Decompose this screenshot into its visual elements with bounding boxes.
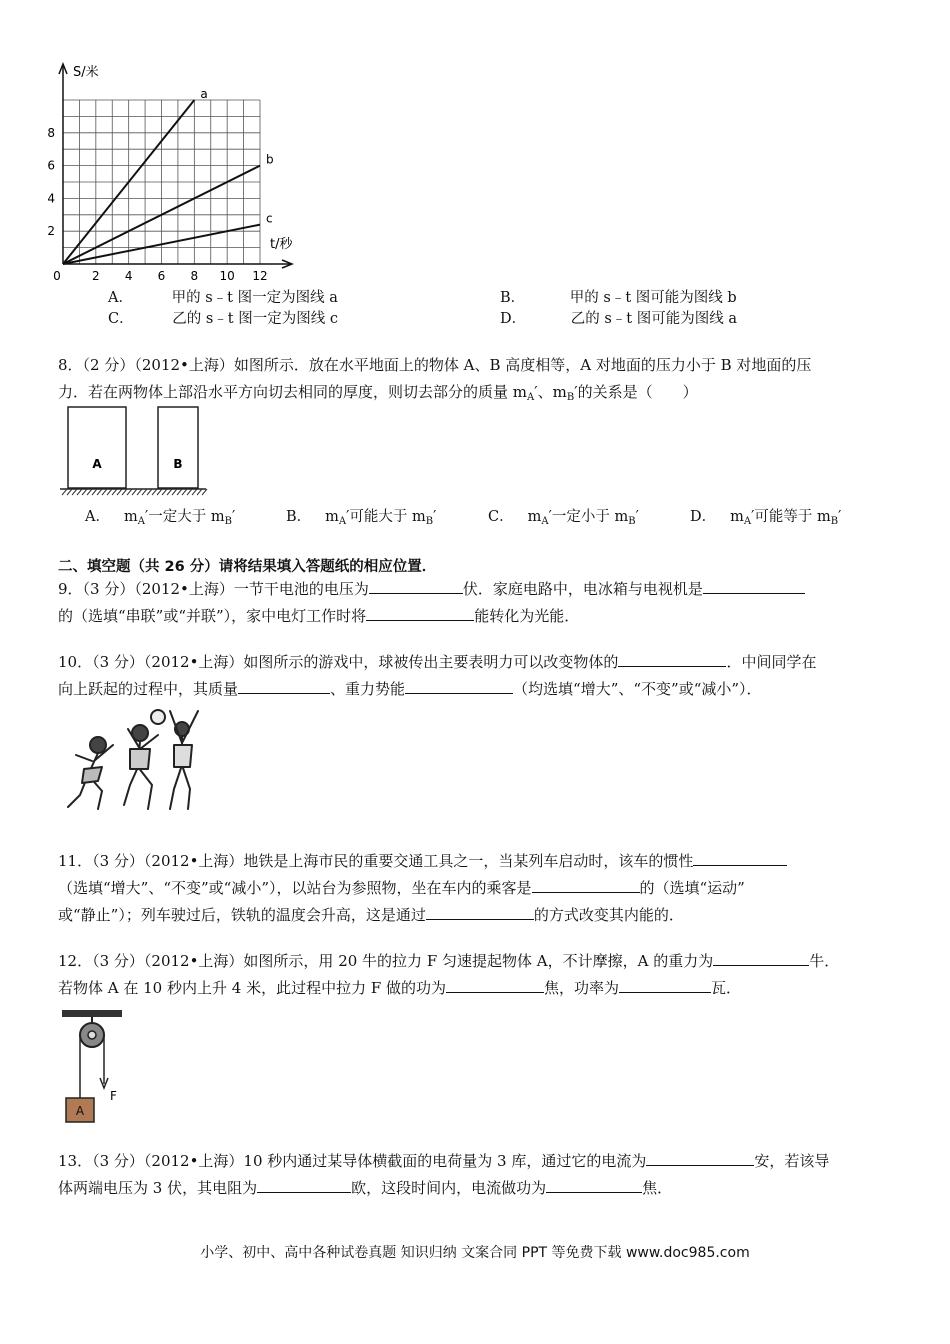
ball [151, 710, 165, 724]
hatch-line [132, 489, 137, 495]
option-text: 乙的 s﹣t 图可能为图线 a [570, 311, 737, 327]
q7-option-a[interactable] [108, 286, 338, 307]
option-letter: A． [108, 290, 133, 306]
ball-game-figure [58, 705, 210, 817]
hatch-line [122, 489, 127, 495]
series-label-b: b [266, 152, 274, 167]
q9-blank-1[interactable] [369, 576, 463, 594]
hatch-line [127, 489, 132, 495]
q8-figure [58, 405, 208, 500]
q11-blank-2[interactable] [532, 875, 640, 893]
q9: 9．（3 分）（2012•上海）一节干电池的电压为 伏．家庭电路中，电冰箱与电视机是 的（选填“串联”或“并联”），家中电灯工作时将 能转化为光能． [58, 576, 805, 630]
q7-option-b[interactable] [500, 286, 737, 307]
ceiling-beam [62, 1010, 122, 1017]
hatch-line [62, 489, 67, 495]
q11-blank-3[interactable] [426, 902, 534, 920]
q11: 11．（3 分）（2012•上海）地铁是上海市民的重要交通工具之一，当某列车启动时，该车的惯性 （选填“增大”、“不变”或“减小”），以站台为参照物，坐在车内的乘客是 的（选填“运动” 或“静止”）；列车驶过后，铁轨的温度会升高，这是通过 的方式改变其内能的． [58, 848, 787, 929]
series-label-c: c [266, 211, 273, 226]
option-letter: D． [500, 311, 527, 327]
q13-blank-3[interactable] [546, 1175, 642, 1193]
hatch-line [92, 489, 97, 495]
hatch-line [72, 489, 77, 495]
q8-option-d[interactable]: D． $m_A'$可能等于 $m_B'$ [690, 509, 842, 527]
q11-blank-1[interactable] [693, 848, 787, 866]
player-middle-shirt [130, 749, 150, 769]
st-chart [45, 62, 305, 282]
block-b [158, 407, 198, 488]
q12-blank-1[interactable] [713, 948, 809, 966]
q12: 12．（3 分）（2012•上海）如图所示，用 20 牛的拉力 F 匀速提起物体 A，不计摩擦，A 的重力为 牛． 若物体 A 在 10 秒内上升 4 米，此过程中拉力 F 做的功为 焦，功率为 瓦． [58, 948, 839, 1002]
block-b-label: B [173, 457, 183, 471]
block-a [68, 407, 126, 488]
option-text: 甲的 s﹣t 图一定为图线 a [171, 290, 338, 306]
q9-blank-2[interactable] [703, 576, 805, 594]
hatch-line [197, 489, 202, 495]
q10-blank-2[interactable] [238, 676, 330, 694]
hatch-line [142, 489, 147, 495]
q13-blank-1[interactable] [646, 1148, 754, 1166]
section-2-title: 二、填空题（共 26 分）请将结果填入答题纸的相应位置． [58, 559, 437, 575]
hatch-line [137, 489, 142, 495]
chart-labels [47, 64, 293, 282]
x-tick-label: 8 [190, 269, 199, 282]
pulley-axle [88, 1031, 96, 1039]
q8-option-a[interactable]: A． $m_A'$一定大于 $m_B'$ [85, 509, 236, 527]
y-axis-label: S/米 [73, 65, 99, 80]
hatch-line [67, 489, 72, 495]
y-tick-label: 6 [47, 158, 55, 173]
q8-option-b[interactable]: B． $m_A'$可能大于 $m_B'$ [286, 509, 437, 527]
q8-stem [58, 352, 811, 411]
y-tick-label: 2 [47, 224, 55, 239]
hatch-line [102, 489, 107, 495]
option-letter: B． [500, 290, 526, 306]
hatch-line [112, 489, 117, 495]
q10: 10．（3 分）（2012•上海）如图所示的游戏中，球被传出主要表明力可以改变物体的 ．中间同学在 向上跃起的过程中，其质量 、重力势能 （均选填“增大”、“不变”或“减小”）． [58, 649, 816, 703]
q10-blank-1[interactable] [618, 649, 726, 667]
object-a-label: A [75, 1104, 85, 1118]
x-tick-label: 6 [157, 269, 166, 282]
hatch-line [77, 489, 82, 495]
hatch-line [107, 489, 112, 495]
hatch-line [87, 489, 92, 495]
q13: 13．（3 分）（2012•上海）10 秒内通过某导体横截面的电荷量为 3 库，通过它的电流为 安，若该导 体两端电压为 3 伏，其电阻为 欧，这段时间内，电流做功为 焦． [58, 1148, 829, 1202]
option-letter: C． [108, 311, 134, 327]
hatch-line [202, 489, 207, 495]
player-left-shirt [82, 767, 102, 783]
x-tick-label: 2 [92, 269, 100, 282]
hatch-line [157, 489, 162, 495]
hatch-line [192, 489, 197, 495]
ground-hatch [62, 489, 207, 495]
q10-blank-3[interactable] [405, 676, 513, 694]
footer-text: 小学、初中、高中各种试卷真题 知识归纳 文案合同 PPT 等免费下载 www.doc985.com [200, 1245, 750, 1261]
x-tick-label: 0 [53, 269, 61, 282]
q12-blank-3[interactable] [619, 975, 711, 993]
hatch-line [82, 489, 87, 495]
option-text: 甲的 s﹣t 图可能为图线 b [569, 290, 737, 306]
hatch-line [182, 489, 187, 495]
y-tick-label: 8 [47, 125, 55, 140]
q12-blank-2[interactable] [446, 975, 544, 993]
hatch-line [117, 489, 122, 495]
player-left-head [90, 737, 106, 753]
hatch-line [147, 489, 152, 495]
series-label-a: a [200, 87, 208, 101]
q9-blank-3[interactable] [366, 603, 474, 621]
q8-line1: 8．（2 分）（2012•上海）如图所示．放在水平地面上的物体 A、B 高度相等，A 对地面的压力小于 B 对地面的压 [58, 356, 812, 374]
hatch-line [162, 489, 167, 495]
hatch-line [187, 489, 192, 495]
block-a-label: A [92, 457, 102, 471]
pulley-figure [58, 1008, 138, 1124]
hatch-line [97, 489, 102, 495]
q13-blank-2[interactable] [257, 1175, 351, 1193]
y-tick-label: 4 [47, 191, 55, 206]
hatch-line [177, 489, 182, 495]
q7-option-d[interactable] [500, 307, 737, 328]
hatch-line [152, 489, 157, 495]
hatch-line [167, 489, 172, 495]
chart-grid [63, 100, 260, 264]
x-tick-label: 10 [219, 269, 235, 282]
q8-option-c[interactable]: C． $m_A'$一定小于 $m_B'$ [488, 509, 639, 527]
option-text: 乙的 s﹣t 图一定为图线 c [172, 311, 338, 327]
x-tick-label: 12 [252, 269, 268, 282]
player-right-shirt [174, 745, 192, 767]
hatch-line [172, 489, 177, 495]
x-tick-label: 4 [124, 269, 133, 282]
force-label: F [110, 1089, 117, 1103]
q8-line2: 力．若在两物体上部沿水平方向切去相同的厚度，则切去部分的质量 $m_A'$、$m_B'$的关系是（ ） [58, 383, 698, 403]
x-axis-label: t/秒 [270, 237, 293, 252]
q7-option-c[interactable] [108, 307, 338, 328]
